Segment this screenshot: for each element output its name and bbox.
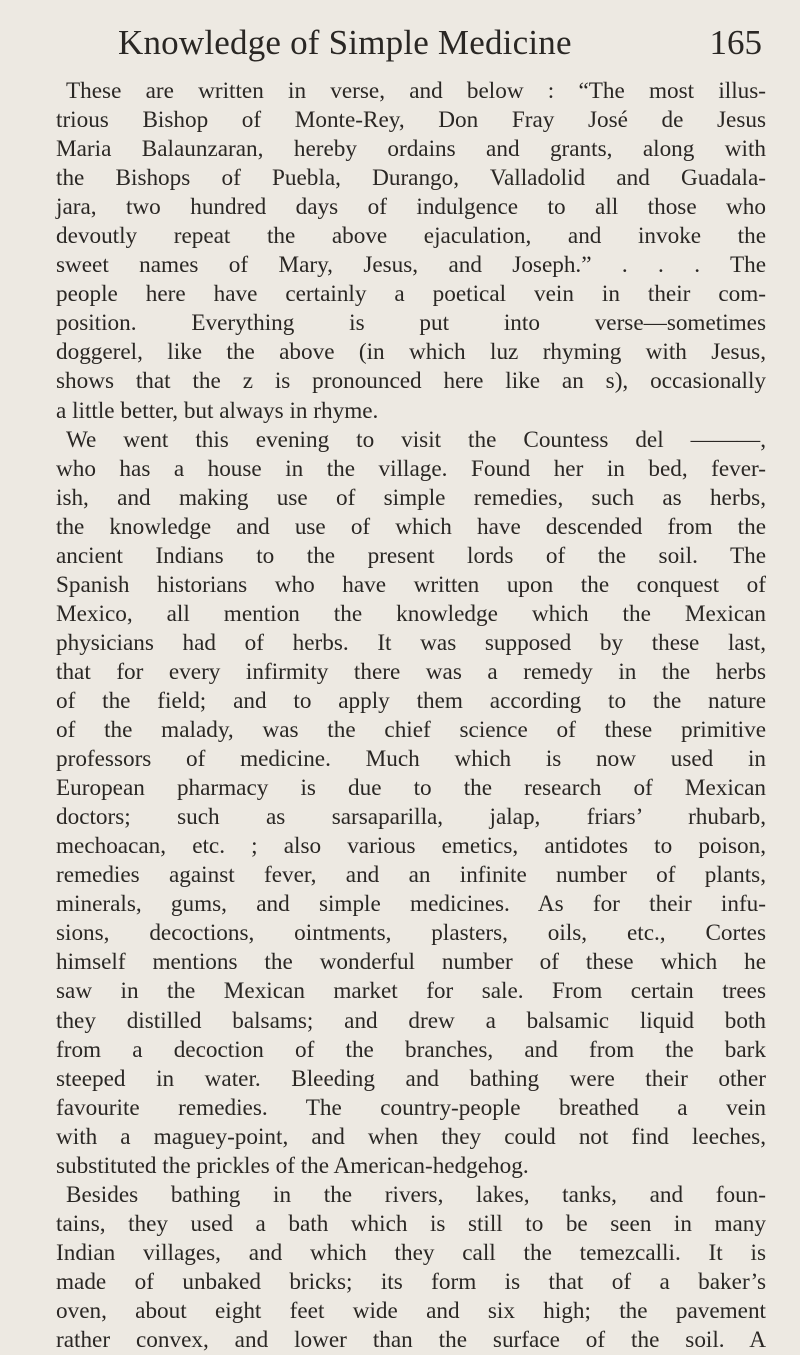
text-line: substituted the prickles of the American-hedgehog. (56, 1152, 529, 1179)
text-line: Besides bathing in the rivers, lakes, tanks, and foun- (66, 1181, 766, 1208)
text-line: tains, they used a bath which is still to be seen in many (56, 1210, 766, 1237)
book-page (0, 14, 800, 1354)
text-line: doggerel, like the above (in which luz rhyming with Jesus, (56, 339, 766, 366)
text-line: a little better, but always in rhyme. (56, 397, 379, 424)
text-line: oven, about eight feet wide and six high; the pavement (56, 1297, 766, 1324)
text-line: ish, and making use of simple remedies, such as herbs, (56, 484, 766, 511)
text-line: Maria Balaunzaran, hereby ordains and grants, along with (56, 136, 766, 163)
text-line: that for every infirmity there was a remedy in the herbs (56, 658, 766, 685)
text-line: professors of medicine. Much which is now used in (56, 746, 766, 773)
running-title: Knowledge of Simple Medicine (118, 23, 572, 62)
text-line: Indian villages, and which they call the temezcalli. It is (56, 1239, 766, 1266)
text-line: sweet names of Mary, Jesus, and Joseph.” . . . The (56, 252, 766, 279)
text-line: devoutly repeat the above ejaculation, and invoke the (56, 223, 766, 250)
text-line: Mexico, all mention the knowledge which the Mexican (56, 600, 766, 627)
text-line: rather convex, and lower than the surface of the soil. A (56, 1327, 766, 1354)
text-line: These are written in verse, and below : “The most illus- (66, 78, 766, 104)
text-line: jara, two hundred days of indulgence to all those who (56, 194, 766, 221)
text-line: of the field; and to apply them according to the nature (56, 687, 766, 714)
text-line: physicians had of herbs. It was supposed by these last, (56, 629, 766, 656)
text-line: of the malady, was the chief science of these primitive (56, 717, 766, 744)
body-text (56, 77, 766, 1355)
text-line: minerals, gums, and simple medicines. As for their infu- (56, 891, 766, 918)
text-line: with a maguey-point, and when they could not find leeches, (56, 1123, 766, 1150)
text-line: sions, decoctions, ointments, plasters, oils, etc., Cortes (56, 920, 766, 947)
text-line: mechoacan, etc. ; also various emetics, antidotes to poison, (56, 833, 766, 860)
text-line: remedies against fever, and an infinite number of plants, (56, 862, 766, 889)
text-line: shows that the z is pronounced here like an s), occasionally (56, 368, 766, 395)
text-line: We went this evening to visit the Countess del ———, (66, 426, 766, 453)
text-line: the knowledge and use of which have descended from the (56, 513, 766, 540)
text-line: trious Bishop of Monte-Rey, Don Fray José de Jesus (56, 107, 766, 134)
text-line: who has a house in the village. Found her in bed, fever- (56, 455, 766, 482)
text-line: steeped in water. Bleeding and bathing were their other (56, 1065, 766, 1092)
text-line: from a decoction of the branches, and from the bark (56, 1036, 766, 1063)
text-line: Spanish historians who have written upon the conquest of (56, 571, 766, 598)
text-line: made of unbaked bricks; its form is that of a baker’s (56, 1268, 766, 1295)
page-number: 165 (709, 23, 762, 62)
text-line: the Bishops of Puebla, Durango, Valladolid and Guadala- (56, 165, 766, 192)
text-line: favourite remedies. The country-people breathed a vein (56, 1094, 766, 1121)
text-line: people here have certainly a poetical vein in their com- (56, 281, 766, 308)
running-head (56, 14, 766, 74)
text-line: European pharmacy is due to the research of Mexican (56, 775, 766, 802)
text-line: saw in the Mexican market for sale. From certain trees (56, 978, 766, 1005)
text-line: ancient Indians to the present lords of the soil. The (56, 542, 766, 569)
text-line: they distilled balsams; and drew a balsamic liquid both (56, 1007, 766, 1034)
text-line: position. Everything is put into verse—sometimes (56, 310, 766, 337)
text-line: himself mentions the wonderful number of these which he (56, 949, 766, 976)
text-line: doctors; such as sarsaparilla, jalap, friars’ rhubarb, (56, 804, 766, 831)
